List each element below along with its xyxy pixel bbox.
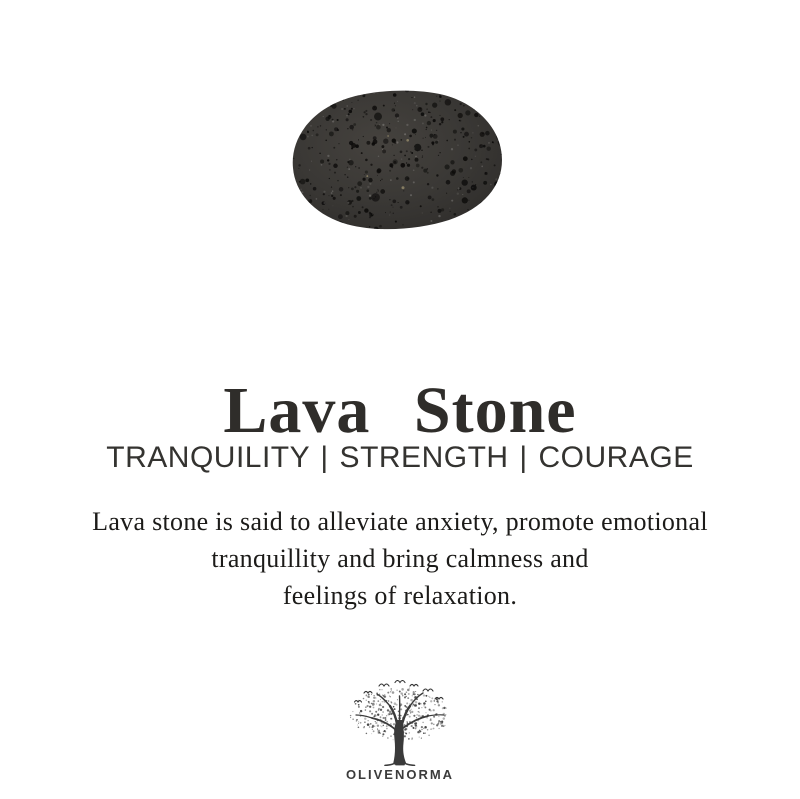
description-line: feelings of relaxation. xyxy=(282,581,518,610)
brand-logo xyxy=(0,680,800,782)
lava-stone-image xyxy=(286,88,508,234)
description-line: Lava stone is said to alleviate anxiety, promote emotional xyxy=(92,507,708,536)
lava-stone-photo xyxy=(286,88,508,234)
page-title: Lava Stone xyxy=(223,374,577,448)
description xyxy=(0,503,800,614)
tree-roots xyxy=(385,764,415,765)
brand-name: OLIVENORMA xyxy=(345,767,455,782)
flying-birds xyxy=(355,681,444,703)
keywords-subtitle: TRANQUILITY | STRENGTH | COURAGE xyxy=(106,441,694,474)
olive-tree-with-birds-icon xyxy=(344,680,456,766)
stone-outline xyxy=(293,91,502,230)
tree-foliage xyxy=(350,688,447,741)
description-line: tranquillity and bring calmness and xyxy=(211,544,589,573)
